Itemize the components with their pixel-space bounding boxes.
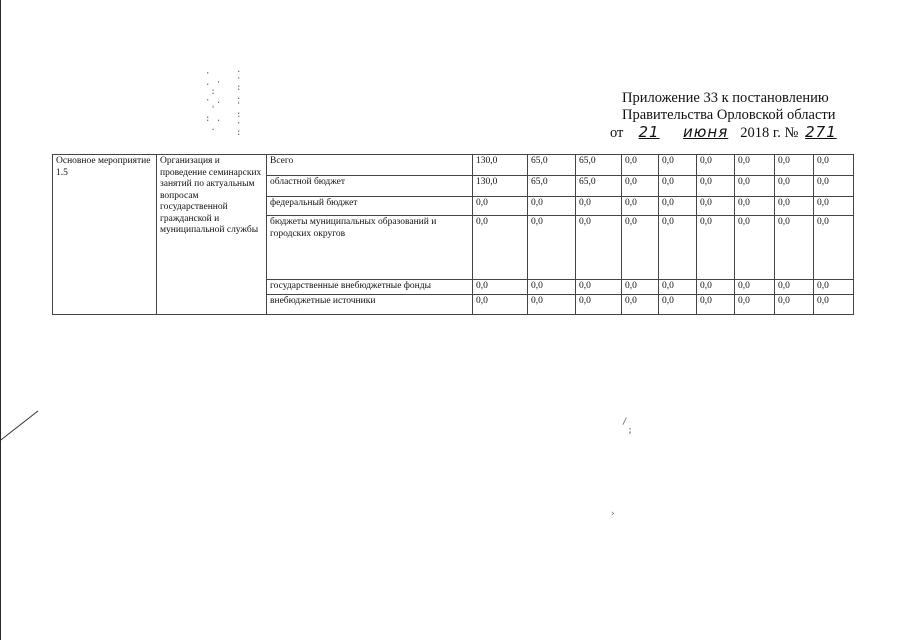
value-cell: 0,0 [814, 280, 854, 295]
activity-description-cell: Организация и проведение семинарских занятий по актуальным вопросам государственной гражданской и муниципальной службы [157, 155, 267, 315]
value-cell: 0,0 [528, 280, 576, 295]
funding-table [52, 154, 854, 315]
value-cell: 0,0 [528, 216, 576, 280]
activity-name-cell: Основное мероприятие 1.5 [53, 155, 157, 315]
value-cell: 0,0 [473, 280, 528, 295]
value-cell: 0,0 [528, 294, 576, 314]
header-line-2: Правительства Орловской области [622, 107, 836, 123]
value-cell: 0,0 [528, 197, 576, 216]
value-cell: 0,0 [775, 197, 814, 216]
value-cell: 0,0 [473, 294, 528, 314]
handwritten-doc-number: 271 [805, 123, 837, 141]
value-cell: 0,0 [814, 176, 854, 197]
value-cell: 0,0 [576, 280, 622, 295]
value-cell: 0,0 [735, 294, 775, 314]
value-cell: 0,0 [622, 197, 659, 216]
value-cell: 0,0 [814, 294, 854, 314]
value-cell: 0,0 [775, 280, 814, 295]
date-prefix: от [610, 125, 624, 141]
funding-source-cell: государственные внебюджетные фонды [267, 280, 473, 295]
handwritten-month: июня [683, 123, 729, 141]
value-cell: 65,0 [528, 155, 576, 176]
scan-dots: / ; [622, 417, 633, 436]
value-cell: 0,0 [576, 294, 622, 314]
value-cell: 0,0 [697, 216, 735, 280]
value-cell: 130,0 [473, 176, 528, 197]
value-cell: 0,0 [735, 197, 775, 216]
value-cell: 0,0 [697, 155, 735, 176]
funding-source-cell: Всего [267, 155, 473, 176]
value-cell: 0,0 [659, 155, 697, 176]
value-cell: 0,0 [576, 216, 622, 280]
header-date-line [610, 124, 870, 142]
value-cell: 0,0 [473, 216, 528, 280]
value-cell: 0,0 [622, 294, 659, 314]
value-cell: 0,0 [735, 280, 775, 295]
value-cell: 0,0 [622, 176, 659, 197]
value-cell: 0,0 [622, 155, 659, 176]
value-cell: 130,0 [473, 155, 528, 176]
value-cell: 65,0 [528, 176, 576, 197]
funding-source-cell: бюджеты муниципальных образований и городских округов [267, 216, 473, 280]
document-header [610, 90, 870, 142]
value-cell: 0,0 [473, 197, 528, 216]
value-cell: 0,0 [735, 176, 775, 197]
value-cell: 0,0 [697, 197, 735, 216]
value-cell: 0,0 [659, 197, 697, 216]
value-cell: 0,0 [775, 176, 814, 197]
value-cell: 0,0 [735, 155, 775, 176]
date-year: 2018 г. № [740, 125, 799, 141]
header-line-1: Приложение 33 к постановлению [622, 90, 829, 106]
value-cell: 65,0 [576, 155, 622, 176]
value-cell: 0,0 [775, 155, 814, 176]
value-cell: 0,0 [659, 216, 697, 280]
scan-stroke-mark [0, 410, 38, 440]
handwritten-day: 21 [638, 123, 660, 141]
scan-edge-line [0, 0, 1, 640]
funding-source-cell: федеральный бюджет [267, 197, 473, 216]
value-cell: 0,0 [659, 176, 697, 197]
value-cell: 0,0 [735, 216, 775, 280]
scan-dots: . · : . ' : · : [236, 65, 242, 138]
value-cell: 0,0 [775, 294, 814, 314]
value-cell: 0,0 [697, 294, 735, 314]
value-cell: 65,0 [576, 176, 622, 197]
value-cell: 0,0 [622, 280, 659, 295]
value-cell: 0,0 [697, 280, 735, 295]
value-cell: 0,0 [814, 216, 854, 280]
value-cell: 0,0 [814, 155, 854, 176]
value-cell: 0,0 [814, 197, 854, 216]
funding-source-cell: областной бюджет [267, 176, 473, 197]
value-cell: 0,0 [659, 294, 697, 314]
funding-source-cell: внебюджетные источники [267, 294, 473, 314]
value-cell: 0,0 [659, 280, 697, 295]
scan-dots: · . · : · . ' : . . [205, 69, 222, 133]
value-cell: 0,0 [697, 176, 735, 197]
scan-dots: › [610, 509, 616, 519]
value-cell: 0,0 [576, 197, 622, 216]
table-row [53, 155, 854, 176]
value-cell: 0,0 [775, 216, 814, 280]
value-cell: 0,0 [622, 216, 659, 280]
